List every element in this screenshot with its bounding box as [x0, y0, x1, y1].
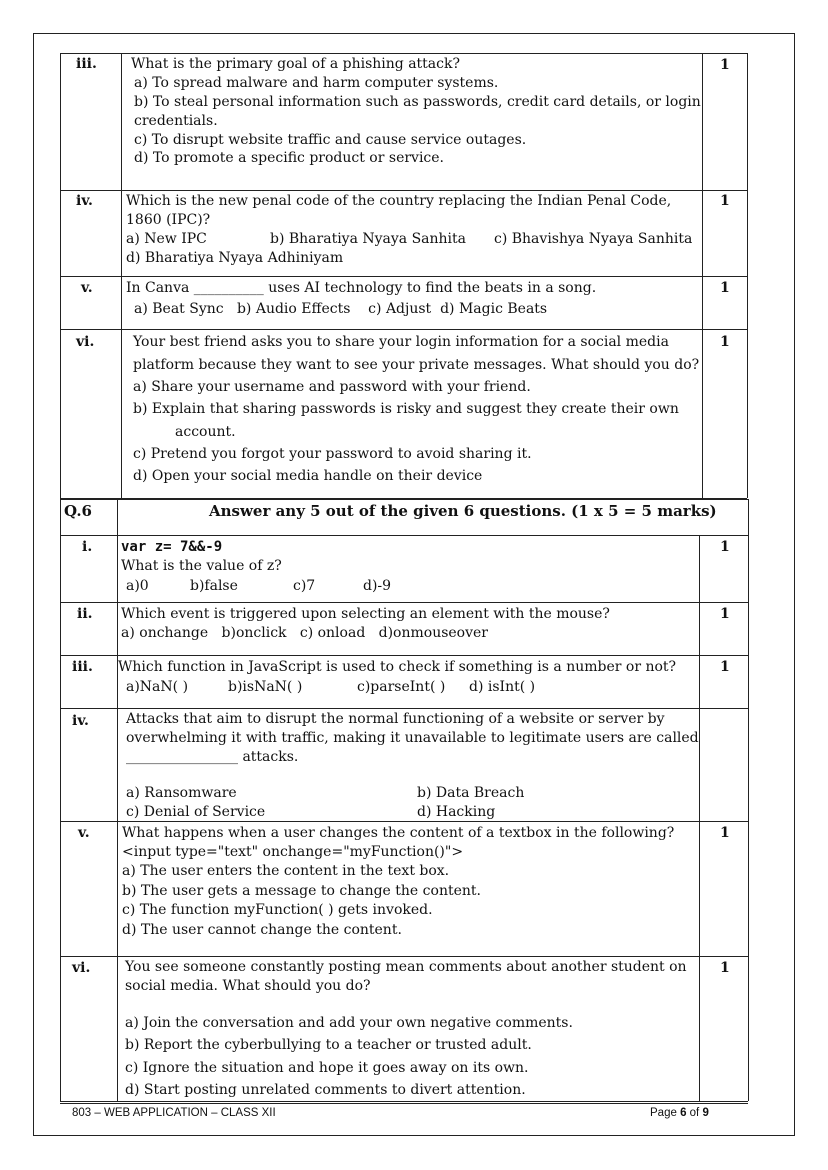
marks: 1: [720, 57, 730, 73]
page-number: [650, 1107, 709, 1119]
question-number: iii.: [72, 659, 93, 675]
question-text: social media. What should you do?: [125, 978, 371, 994]
option: d) Start posting unrelated comments to divert attention.: [125, 1082, 526, 1098]
marks: 1: [720, 825, 730, 841]
footer-course: 803 – WEB APPLICATION – CLASS XII: [72, 1107, 276, 1119]
question-number: vi.: [72, 960, 91, 976]
option: account.: [175, 424, 236, 440]
option: b) Data Breach: [417, 785, 525, 801]
code-line: <input type="text" onchange="myFunction()">: [122, 844, 464, 860]
section-heading: Answer any 5 out of the given 6 questions. (1 x 5 = 5 marks): [209, 502, 717, 520]
question-number: v.: [81, 280, 93, 296]
option: c) The function myFunction( ) gets invoked.: [122, 902, 433, 918]
marks: 1: [720, 960, 730, 976]
question-text: 1860 (IPC)?: [126, 212, 211, 228]
option: d) The user cannot change the content.: [122, 922, 402, 938]
option: a) onchange b)onclick c) onload d)onmouseover: [121, 625, 489, 641]
option: c) Ignore the situation and hope it goes away on its own.: [125, 1060, 529, 1076]
question-number: iv.: [76, 193, 93, 209]
option: c)parseInt( ): [357, 679, 446, 695]
question-number: i.: [82, 539, 93, 555]
marks: 1: [720, 334, 730, 350]
option: a) Ransomware: [126, 785, 237, 801]
question-number: ii.: [77, 606, 93, 622]
option: a) New IPC: [126, 231, 207, 247]
marks: 1: [720, 659, 730, 675]
question-text: Your best friend asks you to share your login information for a social media: [133, 334, 669, 350]
option: b) The user gets a message to change the content.: [122, 883, 481, 899]
page-prefix: Page: [650, 1107, 681, 1119]
footer-rule: [60, 1103, 748, 1104]
page-of: of: [686, 1107, 703, 1119]
marks: 1: [720, 193, 730, 209]
option: c) Pretend you forgot your password to avoid sharing it.: [133, 446, 532, 462]
option: d) Open your social media handle on their device: [133, 468, 483, 484]
option: a)NaN( ): [126, 679, 189, 695]
question-text: What happens when a user changes the content of a textbox in the following?: [122, 825, 675, 841]
question-label: Q.6: [64, 502, 92, 520]
question-text: platform because they want to see your private messages. What should you do?: [133, 357, 700, 373]
option: a) The user enters the content in the text box.: [122, 863, 450, 879]
question-text: Which function in JavaScript is used to check if something is a number or not?: [118, 659, 677, 675]
question-text: What is the primary goal of a phishing attack?: [131, 56, 460, 72]
option: b) Bharatiya Nyaya Sanhita: [270, 231, 467, 247]
marks: 1: [720, 280, 730, 296]
option: a) Join the conversation and add your own negative comments.: [125, 1015, 573, 1031]
option: b) Explain that sharing passwords is risky and suggest they create their own: [133, 401, 679, 417]
marks: 1: [720, 539, 730, 555]
option: c) Bhavishya Nyaya Sanhita: [494, 231, 693, 247]
option: a) Share your username and password with your friend.: [133, 379, 531, 395]
option: d) Bharatiya Nyaya Adhiniyam: [126, 250, 344, 266]
page-total: 9: [702, 1107, 709, 1119]
option: a) To spread malware and harm computer systems.: [134, 75, 499, 91]
option: credentials.: [134, 113, 218, 129]
question-text: Which event is triggered upon selecting an element with the mouse?: [121, 606, 610, 622]
question-text: What is the value of z?: [121, 558, 282, 574]
option: b)false: [190, 578, 238, 594]
question-text: overwhelming it with traffic, making it unavailable to legitimate users are called: [126, 730, 699, 746]
marks: 1: [720, 606, 730, 622]
question-number: vi.: [76, 334, 95, 350]
question-text: In Canva __________ uses AI technology to find the beats in a song.: [126, 280, 597, 296]
option: a) Beat Sync b) Audio Effects c) Adjust d) Magic Beats: [134, 301, 548, 317]
code-snippet: var z= 7&&-9: [121, 539, 223, 555]
page-current: 6: [680, 1107, 687, 1119]
option: c)7: [293, 578, 316, 594]
option: d) isInt( ): [469, 679, 536, 695]
option: b) To steal personal information such as passwords, credit card details, or login: [134, 94, 701, 110]
option: d) To promote a specific product or service.: [134, 150, 445, 166]
option: d) Hacking: [417, 804, 496, 820]
question-number: iii.: [76, 56, 97, 72]
question-text: You see someone constantly posting mean comments about another student on: [125, 959, 687, 975]
question-text: ________________ attacks.: [126, 749, 299, 765]
option: d)-9: [363, 578, 392, 594]
question-text: Which is the new penal code of the country replacing the Indian Penal Code,: [126, 193, 672, 209]
option: c) Denial of Service: [126, 804, 266, 820]
question-number: v.: [78, 825, 90, 841]
question-text: Attacks that aim to disrupt the normal functioning of a website or server by: [126, 711, 665, 727]
option: c) To disrupt website traffic and cause service outages.: [134, 132, 527, 148]
option: a)0: [126, 578, 149, 594]
question-number: iv.: [72, 713, 89, 729]
option: b)isNaN( ): [228, 679, 303, 695]
option: b) Report the cyberbullying to a teacher or trusted adult.: [125, 1037, 532, 1053]
